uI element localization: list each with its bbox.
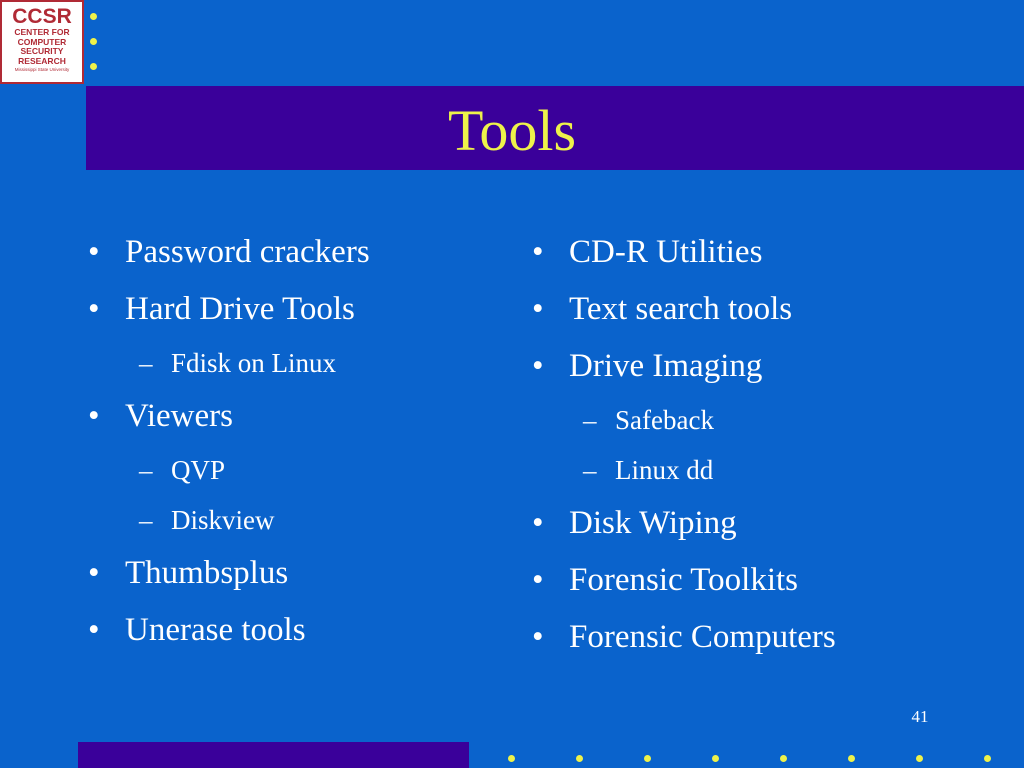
bullet-icon: • <box>88 291 100 327</box>
bullet-icon: • <box>88 555 100 591</box>
dash-bullet-icon: – <box>583 405 597 435</box>
slide-number: 41 <box>911 707 929 726</box>
decor-dot-bottom-1 <box>508 755 515 762</box>
slide-title: Tools <box>447 98 577 163</box>
bullet-text: QVP <box>171 455 226 485</box>
bullet-icon: • <box>532 619 544 655</box>
left-bullet-column <box>88 230 508 665</box>
bullet-text: Password crackers <box>125 234 370 270</box>
sub-bullet-item <box>139 451 508 489</box>
decor-dot-top-3 <box>90 63 97 70</box>
bullet-text: Disk Wiping <box>569 505 737 541</box>
bullet-text: Safeback <box>615 405 714 435</box>
logo-line-5: Mississippi State University <box>14 67 70 72</box>
bullet-item <box>532 287 1002 331</box>
bullet-text: Text search tools <box>569 291 793 327</box>
logo-line-1: CENTER FOR <box>14 27 70 37</box>
bullet-text: Viewers <box>125 398 233 434</box>
bullet-text: Forensic Toolkits <box>569 562 799 598</box>
sub-bullet-item <box>583 451 1002 489</box>
bullet-text: Unerase tools <box>125 612 306 648</box>
decor-dot-bottom-7 <box>916 755 923 762</box>
bullet-icon: • <box>532 234 544 270</box>
bullet-icon: • <box>88 398 100 434</box>
decor-dot-bottom-2 <box>576 755 583 762</box>
decor-dot-bottom-3 <box>644 755 651 762</box>
ccsr-logo <box>0 0 84 84</box>
bullet-item <box>532 230 1002 274</box>
bullet-item <box>88 230 508 274</box>
logo-line-4: RESEARCH <box>18 55 66 66</box>
bullet-item <box>88 394 508 438</box>
sub-bullet-item <box>583 401 1002 439</box>
decor-dot-top-2 <box>90 38 97 45</box>
bullet-text: Thumbsplus <box>125 555 289 591</box>
bullet-text: CD-R Utilities <box>569 234 763 270</box>
bullet-icon: • <box>532 562 544 598</box>
bullet-item <box>532 558 1002 602</box>
dash-bullet-icon: – <box>139 348 153 378</box>
logo-line-3: SECURITY <box>20 46 64 56</box>
bullet-text: Linux dd <box>615 455 714 485</box>
decor-dot-top-1 <box>90 13 97 20</box>
dash-bullet-icon: – <box>139 505 153 535</box>
bullet-icon: • <box>88 612 100 648</box>
bullet-item <box>532 501 1002 545</box>
decor-dot-bottom-8 <box>984 755 991 762</box>
logo-line-2: COMPUTER <box>17 36 67 47</box>
decor-dot-bottom-5 <box>780 755 787 762</box>
bullet-item <box>88 608 508 652</box>
dash-bullet-icon: – <box>583 455 597 485</box>
bullet-item <box>88 551 508 595</box>
bullet-text: Diskview <box>171 505 275 535</box>
sub-bullet-item <box>139 501 508 539</box>
bullet-item <box>88 287 508 331</box>
right-bullet-column <box>532 230 1002 672</box>
bullet-icon: • <box>532 348 544 384</box>
bullet-text: Hard Drive Tools <box>125 291 355 327</box>
bullet-text: Fdisk on Linux <box>171 348 337 378</box>
bullet-icon: • <box>532 505 544 541</box>
bullet-text: Forensic Computers <box>569 619 836 655</box>
decor-dot-bottom-6 <box>848 755 855 762</box>
bullet-text: Drive Imaging <box>569 348 763 384</box>
sub-bullet-item <box>139 344 508 382</box>
bullet-item <box>532 615 1002 659</box>
bullet-item <box>532 344 1002 388</box>
logo-acronym: CCSR <box>12 5 72 28</box>
bullet-icon: • <box>88 234 100 270</box>
bullet-icon: • <box>532 291 544 327</box>
footer-bar <box>78 742 469 768</box>
dash-bullet-icon: – <box>139 455 153 485</box>
decor-dot-bottom-4 <box>712 755 719 762</box>
